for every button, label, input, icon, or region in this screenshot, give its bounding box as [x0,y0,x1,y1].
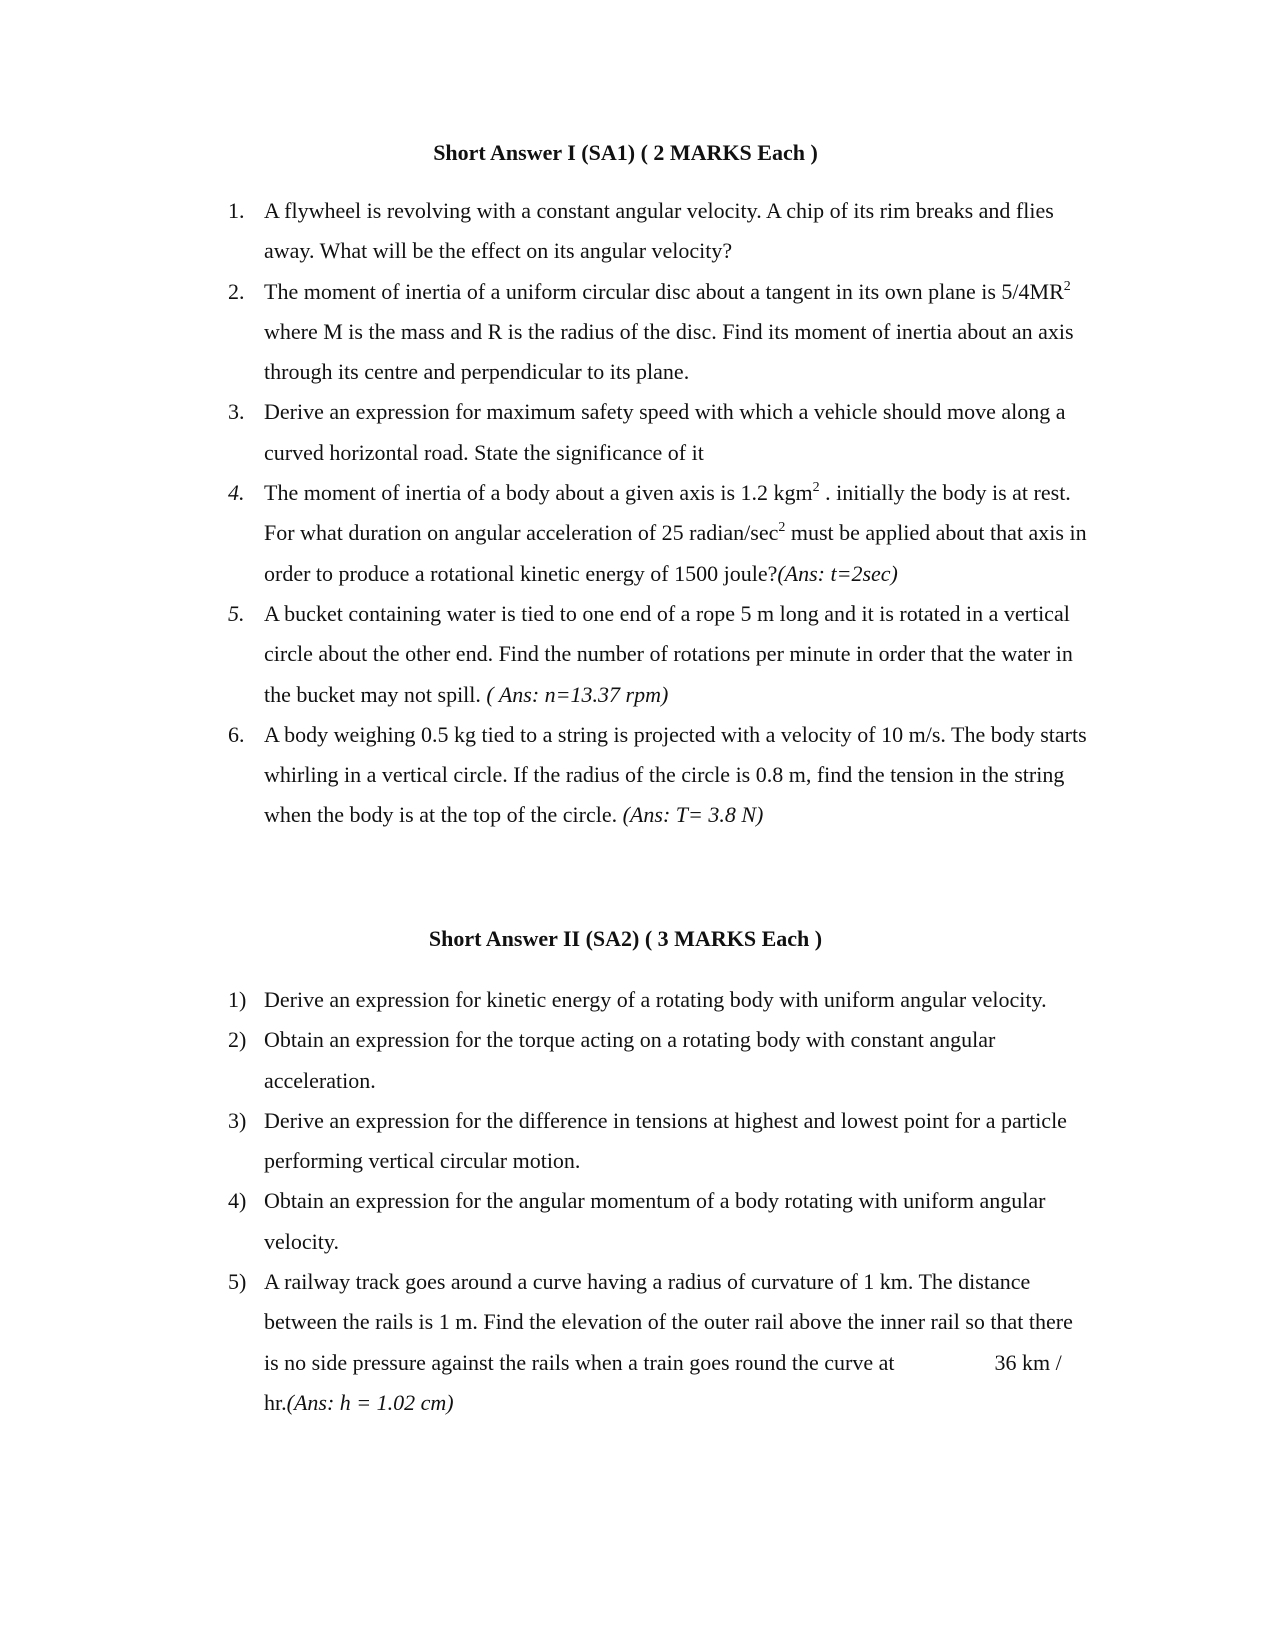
superscript: 2 [778,520,786,536]
question-text: A body weighing 0.5 kg tied to a string is projected with a velocity of 10 m/s. The body starts whirling in a vertical circle. If the radius of the circle is 0.8 m, find the tension in the string when the body is at the top of the circle. [264,721,1087,828]
answer-text: (Ans: t=2sec) [777,560,898,586]
question-number: 5. [228,600,245,626]
question-text: A bucket containing water is tied to one end of a rope 5 m long and it is rotated in a vertical circle about the other end. Find the number of rotations per minute in order that the water in the bucket may not spill. [264,600,1073,707]
question-text: A flywheel is revolving with a constant angular velocity. A chip of its rim breaks and flies away. What will be the effect on its angular velocity? [264,198,1054,264]
question-text: Obtain an expression for the angular momentum of a body rotating with uniform angular velocity. [264,1188,1046,1254]
question-number: 5) [228,1269,247,1295]
superscript: 2 [812,480,820,496]
question-item [228,980,1088,1020]
question-text: . initially the body is at rest. For what duration on angular acceleration of 25 radian/sec [264,480,1071,546]
question-text: 36 km / hr. [264,1349,1062,1415]
question-item [228,1181,1088,1262]
question-text: A railway track goes around a curve having a radius of curvature of 1 km. The distance between the rails is 1 m. Find the elevation of the outer rail above the inner rail so that there is no side pressure against the rails when a train goes round the curve at [264,1269,1073,1375]
question-text: Obtain an expression for the torque acting on a rotating body with constant angular acceleration. [264,1027,996,1093]
superscript: 2 [1063,278,1071,294]
section-heading-sa1: Short Answer I (SA1) ( 2 MARKS Each ) [433,140,818,165]
question-item [228,392,1088,473]
question-text: The moment of inertia of a uniform circular disc about a tangent in its own plane is 5/4MR [264,278,1064,304]
question-item [228,473,1088,594]
answer-text: ( Ans: n=13.37 rpm) [486,681,669,707]
question-number: 6. [228,721,245,747]
question-item [228,1020,1088,1101]
question-item [228,272,1088,393]
question-item [228,715,1088,836]
question-text: Derive an expression for kinetic energy of a rotating body with uniform angular velocity. [264,987,1047,1012]
answer-text: (Ans: h = 1.02 cm) [286,1389,454,1415]
question-text: Derive an expression for maximum safety speed with which a vehicle should move along a curved horizontal road. State the significance of it [264,399,1066,465]
question-number: 2. [228,278,245,304]
question-list-sa2 [228,980,1088,1423]
question-text: The moment of inertia of a body about a given axis is 1.2 kgm [264,480,813,506]
question-number: 1) [228,987,247,1012]
question-number: 2) [228,1027,247,1053]
question-item [228,594,1088,715]
question-number: 3. [228,399,245,425]
section-heading-sa2: Short Answer II (SA2) ( 3 MARKS Each ) [428,926,823,951]
answer-text: (Ans: T= 3.8 N) [622,802,764,828]
question-number: 1. [228,198,245,223]
question-text: Derive an expression for the difference in tensions at highest and lowest point for a particle performing vertical circular motion. [264,1107,1067,1174]
question-list-sa1 [228,191,1088,836]
question-item [228,1101,1088,1182]
question-item [228,1262,1088,1423]
question-number: 4. [228,480,245,506]
question-text: where M is the mass and R is the radius of the disc. Find its moment of inertia about an axis through its centre and perpendicular to its plane. [264,318,1074,385]
question-number: 3) [228,1107,247,1133]
question-text: must be applied about that axis in order to produce a rotational kinetic energy of 1500 joule? [264,520,1087,586]
question-number: 4) [228,1188,247,1214]
question-item [228,191,1088,272]
